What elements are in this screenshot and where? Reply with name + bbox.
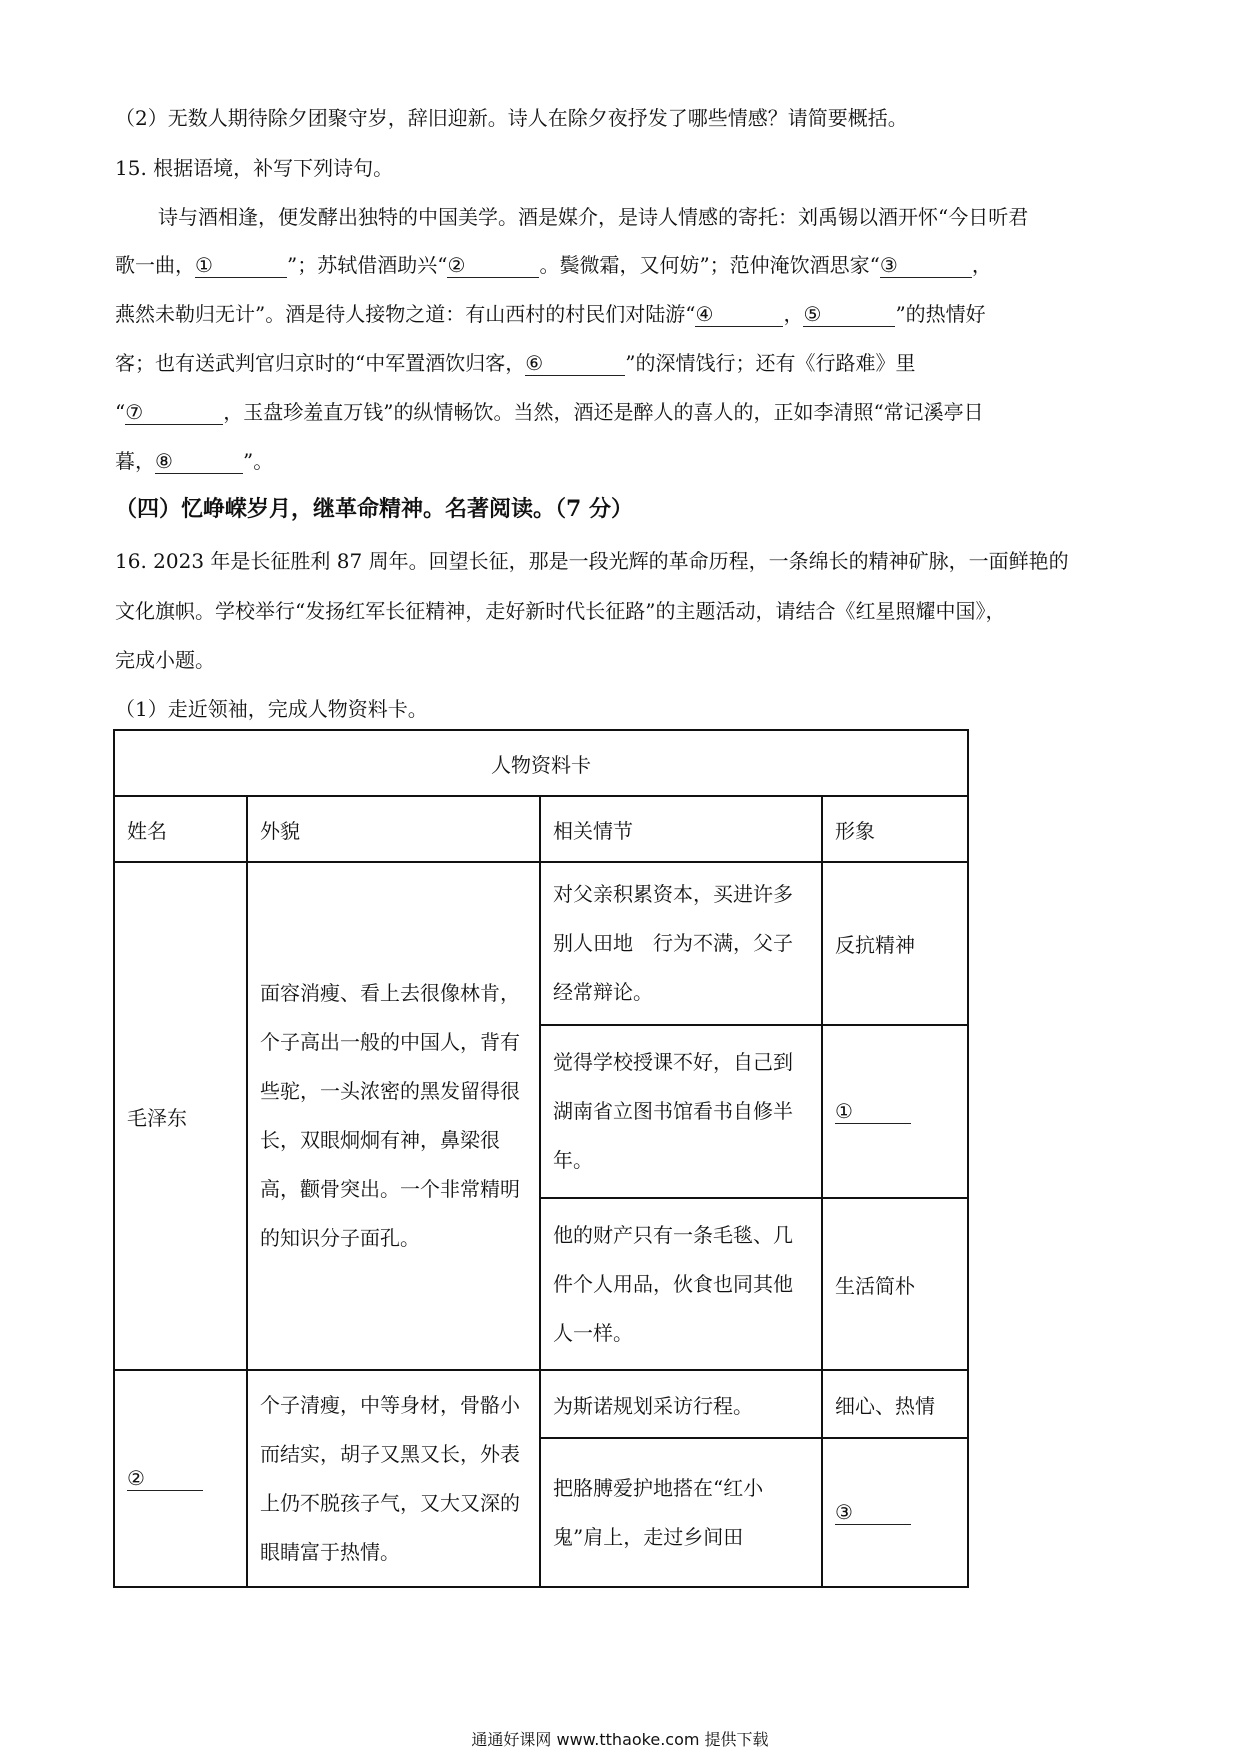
table-title-row	[114, 730, 968, 796]
blank-marker: ②	[127, 1466, 145, 1490]
person-2-image-1: 细心、热情	[822, 1370, 968, 1438]
q16-line-3: 完成小题。	[115, 648, 215, 672]
blank-marker: ⑦	[125, 400, 144, 424]
text-span: ，	[971, 253, 992, 277]
q16-line-1: 16. 2023 年是长征胜利 87 周年。回望长征，那是一段光辉的革命历程，一条绵长的精神矿脉，一面鲜艳的	[115, 549, 1069, 573]
header-image: 形象	[822, 796, 968, 862]
person-1-name: 毛泽东	[114, 862, 247, 1370]
blank-answer-3	[835, 1500, 911, 1525]
blank-answer-1	[835, 1099, 911, 1124]
blank-7	[125, 400, 223, 425]
text-span: “	[115, 400, 126, 424]
person-2-appearance: 个子清瘦，中等身材，骨骼小而结实，胡子又黑又长，外表上仍不脱孩子气，又大又深的眼睛富于热情。	[247, 1370, 540, 1587]
person-1-plot-3: 他的财产只有一条毛毯、几件个人用品，伙食也同其他人一样。	[540, 1198, 822, 1370]
text-span: ”；苏轼借酒助兴“	[287, 253, 448, 277]
q15-line-2	[115, 253, 992, 278]
section-4-heading: （四）忆峥嵘岁月，继革命精神。名著阅读。（7 分）	[115, 496, 633, 522]
blank-marker: ⑧	[155, 449, 173, 473]
text-span: 客；也有送武判官归京时的“中军置酒饮归客，	[115, 351, 526, 375]
person-1-appearance: 面容消瘦、看上去很像林肯，个子高出一般的中国人，背有些驼，一头浓密的黑发留得很长，双眼炯炯有神，鼻梁很高，颧骨突出。一个非常精明的知识分子面孔。	[247, 862, 540, 1370]
table-row	[114, 1370, 968, 1438]
question-15-title: 15. 根据语境，补写下列诗句。	[115, 156, 394, 180]
person-2-plot-2: 把胳膊爱护地搭在“红小鬼”肩上，走过乡间田	[540, 1438, 822, 1587]
text-span: 歌一曲，	[115, 253, 195, 277]
table-title: 人物资料卡	[114, 730, 968, 796]
header-name: 姓名	[114, 796, 247, 862]
table-row	[114, 862, 968, 1025]
person-1-image-3: 生活简朴	[822, 1198, 968, 1370]
person-1-image-2-cell	[822, 1025, 968, 1198]
q15-line-3	[115, 302, 986, 327]
person-1-plot-2: 觉得学校授课不好，自己到湖南省立图书馆看书自修半年。	[540, 1025, 822, 1198]
text-span: ，	[783, 302, 804, 326]
person-2-image-2-cell	[822, 1438, 968, 1587]
q16-line-2: 文化旗帜。学校举行“发扬红军长征精神，走好新时代长征路”的主题活动，请结合《红星照耀中国》，	[115, 599, 1006, 623]
page-footer: 通通好课网 www.tthaoke.com 提供下载	[471, 1730, 769, 1749]
q15-line-4	[115, 351, 915, 376]
q16-sub-1: （1）走近领袖，完成人物资料卡。	[115, 697, 428, 721]
text-span: ”的深情饯行；还有《行路难》里	[625, 351, 916, 375]
question-14-2: （2）无数人期待除夕团聚守岁，辞旧迎新。诗人在除夕夜抒发了哪些情感？请简要概括。	[115, 106, 908, 130]
blank-marker: ③	[879, 253, 898, 277]
blank-marker: ⑤	[803, 302, 822, 326]
blank-8	[155, 449, 243, 474]
q15-line-1: 诗与酒相逢，便发酵出独特的中国美学。酒是媒介，是诗人情感的寄托：刘禹锡以酒开怀“今日听君	[158, 205, 1029, 229]
blank-marker: ①	[835, 1099, 853, 1123]
table-header-row	[114, 796, 968, 862]
text-span: 燕然未勒归无计”。酒是待人接物之道：有山西村的村民们对陆游“	[115, 302, 696, 326]
q15-line-5	[115, 400, 984, 425]
text-span: 暮，	[115, 449, 155, 473]
character-profile-table	[113, 729, 969, 1588]
person-1-image-1: 反抗精神	[822, 862, 968, 1025]
q15-line-6	[115, 449, 273, 474]
blank-marker: ③	[835, 1500, 853, 1524]
person-2-plot-1: 为斯诺规划采访行程。	[540, 1370, 822, 1438]
text-span: ”。	[243, 449, 274, 473]
blank-3	[880, 253, 972, 278]
person-2-name-cell	[114, 1370, 247, 1587]
blank-5	[803, 302, 895, 327]
blank-2	[447, 253, 539, 278]
person-1-plot-1: 对父亲积累资本，买进许多别人田地 行为不满，父子经常辩论。	[540, 862, 822, 1025]
text-span: ”的热情好	[895, 302, 986, 326]
blank-marker: ④	[695, 302, 714, 326]
header-appearance: 外貌	[247, 796, 540, 862]
blank-answer-2	[127, 1466, 203, 1491]
text-span: ，玉盘珍羞直万钱”的纵情畅饮。当然，酒还是醉人的喜人的，正如李清照“常记溪亭日	[223, 400, 984, 424]
blank-4	[695, 302, 783, 327]
blank-marker: ②	[447, 253, 466, 277]
blank-marker: ①	[195, 253, 213, 277]
blank-1	[195, 253, 287, 278]
text-span: 。鬓微霜，又何妨”；范仲淹饮酒思家“	[539, 253, 880, 277]
blank-marker: ⑥	[525, 351, 544, 375]
blank-6	[525, 351, 625, 376]
header-plot: 相关情节	[540, 796, 822, 862]
